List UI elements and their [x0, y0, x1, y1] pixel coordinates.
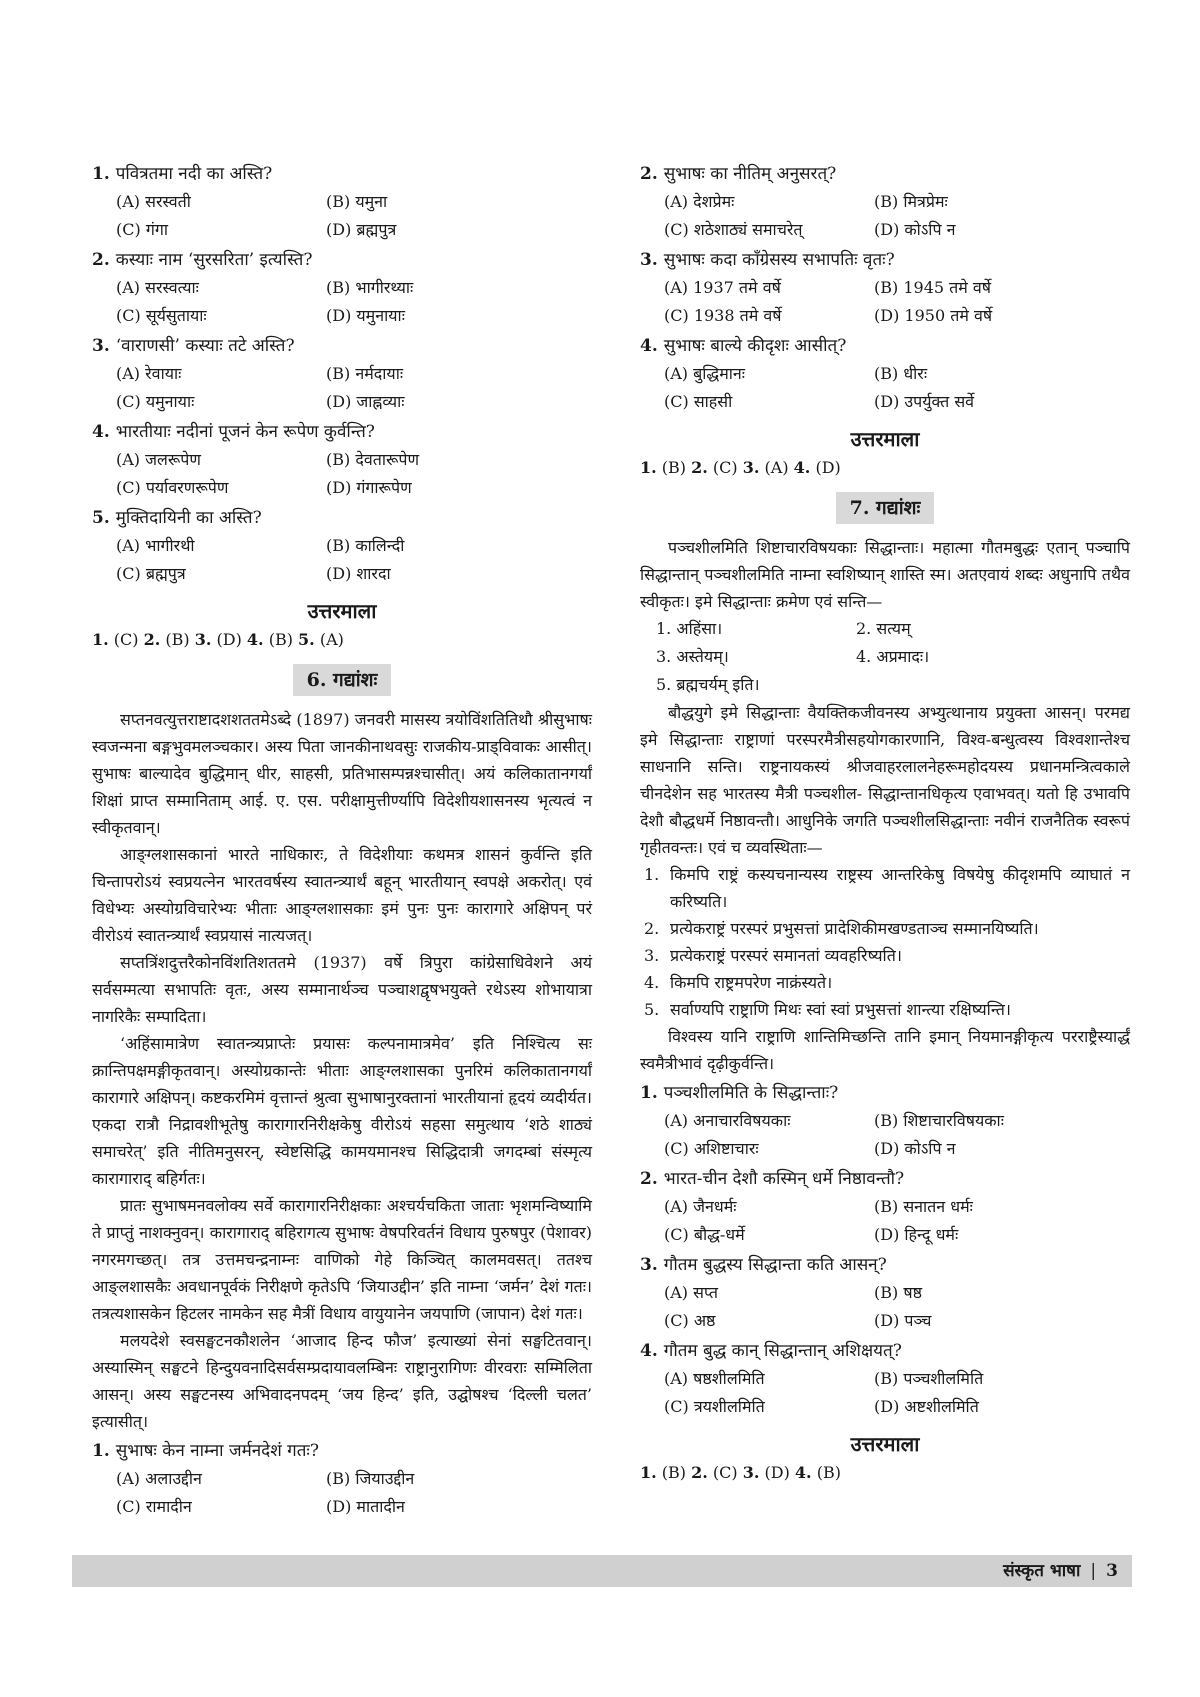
option: (C) अष्ठ	[664, 1311, 716, 1330]
question-list	[92, 160, 592, 588]
option: (A) भागीरथी	[116, 536, 195, 555]
option: (B) शिष्टाचारविषयकाः	[874, 1111, 1004, 1130]
answer-choice: (C)	[707, 1463, 743, 1482]
answer-choice: (B)	[656, 1463, 692, 1482]
question-text-line	[92, 418, 592, 446]
answer-choice: (B)	[811, 1463, 841, 1482]
page-number: 3	[1106, 1561, 1118, 1581]
answer-choice: (C)	[707, 458, 743, 477]
option: (B) देवतारूपेण	[326, 450, 420, 469]
option: (D) शारदा	[326, 564, 391, 583]
answer-key	[640, 1459, 1130, 1487]
rule-item	[640, 969, 1130, 996]
question	[640, 1337, 1130, 1421]
option: (B) भागीरथ्याः	[326, 278, 414, 297]
option: (C) 1938 तमे वर्षे	[664, 306, 782, 325]
question	[640, 1079, 1130, 1163]
option: (A) जैनधर्मः	[664, 1197, 737, 1216]
rule-text: प्रत्येकराष्ट्रं परस्परं प्रभुसत्तां प्रादेशिकीमखण्डताञ्च सम्मानयिष्यति।	[670, 919, 1039, 938]
question-text-line	[92, 504, 592, 532]
option: (A) बुद्धिमानः	[664, 364, 746, 383]
option: (D) 1950 तमे वर्षे	[874, 306, 993, 325]
answer-number: 1.	[640, 458, 657, 477]
option: (D) कोऽपि न	[874, 1139, 956, 1158]
option: (C) पर्यावरणरूपेण	[116, 478, 229, 497]
section-6-title: 6. गद्यांशः	[293, 664, 392, 696]
passage-paragraph: आङ्ग्लशासकानां भारते नाधिकारः, ते विदेशीयाः कथमत्र शासनं कुर्वन्ति इति चिन्तापरोऽयं स्वप्रयत्नेन भारतवर्षस्य स्वातन्त्र्यार्थं बहून् भारतीयान् स्वपक्षे अकरोत्। एवं विधेभ्यः अस्योग्रविचारेभ्यः भीताः आङ्ग्लशासकाः इमं पुनः पुनः कारागारे अक्षिपन् परं वीरोऽयं स्वातन्त्र्यार्थं स्वप्रयासं नात्यजत्।	[92, 845, 592, 945]
option-grid	[92, 446, 592, 502]
question	[640, 160, 1130, 244]
answer-number: 5.	[298, 630, 315, 649]
question-text: गौतम बुद्ध कान् सिद्धान्तान् अशिक्षयत्?	[663, 1341, 902, 1361]
passage-paragraph: बौद्धयुगे इमे सिद्धान्ताः वैयक्तिकजीवनस्य अभ्युत्थानाय प्रयुक्ता आसन्। परमद्य इमे सिद्धान्ताः राष्ट्राणां परस्परमैत्रीसहयोगकारणानि, विश्व-बन्धुत्वस्य विश्वशान्तेश्च साधनानि सन्ति। राष्ट्रनायकस्यं श्रीजवाहरलालनेहरूमहोदयस्य प्रधानमन्त्रित्वकाले चीनदेशेन सह भारतस्य मैत्री पञ्चशील- सिद्धान्तानधिकृत्य एवाभवत्। यतो हि उभावपि देशौ बौद्धधर्मे निष्ठावन्तौ। आधुनिके जगति पञ्चशीलसिद्धान्ताः नवीनं राजनैतिक स्वरूपं गृहीतवन्तः। एवं च व्यवस्थिताः—	[640, 703, 1130, 857]
answer-number: 4.	[246, 630, 264, 649]
section-7-title: 7. गद्यांशः	[836, 492, 935, 524]
answer-number: 2.	[143, 630, 161, 649]
question-number: 2.	[640, 164, 658, 184]
answer-key	[640, 454, 1130, 482]
passage-paragraph: विश्वस्य यानि राष्ट्राणि शान्तिमिच्छन्ति तानि इमान् नियमानङ्गीकृत्य परराष्ट्रैस्यार्द्धं स्वमैत्रीभावं दृढ़ीकुर्वन्ति।	[640, 1027, 1130, 1073]
option: (A) अनाचारविषयकाः	[664, 1111, 791, 1130]
option: (D) यमुनायाः	[326, 306, 405, 325]
question-text: मुक्तिदायिनी का अस्ति?	[115, 508, 262, 528]
passage-paragraph: पञ्चशीलमिति शिष्टाचारविषयकाः सिद्धान्ताः। महात्मा गौतमबुद्धः एतान् पञ्चापि सिद्धान्तान् पञ्चशीलमिति नाम्ना स्वशिष्यान् शास्ति स्म। अतएवायं शब्दः अधुनापि तथैव स्वीकृतः। इमे सिद्धान्ताः क्रमेण एवं सन्ति—	[640, 538, 1130, 611]
rule-item	[640, 915, 1130, 942]
question-number: 5.	[92, 508, 110, 528]
footer	[1003, 1558, 1118, 1584]
option-grid	[92, 188, 592, 244]
principle-item: 1. अहिंसा।	[656, 619, 723, 638]
answer-number: 4.	[794, 1463, 812, 1482]
question	[92, 160, 592, 244]
question-text-line	[92, 246, 592, 274]
section-heading	[640, 492, 1130, 524]
question-number: 3.	[640, 1255, 658, 1275]
option-grid	[640, 360, 1130, 416]
rule-number: 4.	[644, 973, 660, 992]
answer-choice: (A)	[759, 458, 794, 477]
question-number: 2.	[640, 1169, 658, 1189]
question-number: 3.	[92, 336, 110, 356]
option-grid	[92, 1465, 592, 1521]
option: (B) षष्ठ	[874, 1283, 923, 1302]
answer-number: 3.	[742, 458, 760, 477]
question	[92, 418, 592, 502]
option: (B) सनातन धर्मः	[874, 1197, 973, 1216]
question-number: 3.	[640, 250, 658, 270]
answer-choice: (B)	[656, 458, 692, 477]
answer-number: 3.	[742, 1463, 760, 1482]
option: (A) 1937 तमे वर्षे	[664, 278, 781, 297]
option: (B) 1945 तमे वर्षे	[874, 278, 992, 297]
option: (D) अष्टशीलमिति	[874, 1397, 979, 1416]
option-grid	[92, 274, 592, 330]
rule-item	[640, 942, 1130, 969]
answer-number: 2.	[691, 458, 708, 477]
question-number: 2.	[92, 250, 110, 270]
question-text: भारत-चीन देशौ कस्मिन् धर्मे निष्ठावन्तौ?	[663, 1169, 905, 1189]
option: (D) ब्रह्मपुत्र	[326, 220, 397, 239]
option-grid	[640, 1279, 1130, 1335]
question	[92, 1437, 592, 1521]
question	[92, 332, 592, 416]
footer-separator: |	[1090, 1561, 1097, 1581]
question-text: सुभाषः केन नाम्ना जर्मनदेशं गतः?	[115, 1441, 319, 1461]
question-text: पवित्रतमा नदी का अस्ति?	[115, 164, 273, 184]
question-number: 1.	[92, 164, 110, 184]
question-number: 4.	[640, 336, 658, 356]
question	[640, 1251, 1130, 1335]
question-text: सुभाषः का नीतिम् अनुसरत्?	[663, 164, 837, 184]
option-grid	[640, 1365, 1130, 1421]
rule-text: सर्वाण्यपि राष्ट्राणि मिथः स्वां स्वां प्रभुसत्तां शान्त्या रक्षिष्यन्ति।	[670, 1000, 1011, 1019]
question-text-line	[640, 1337, 1130, 1365]
principle-item: 3. अस्तेयम्।	[656, 647, 729, 666]
question-text-line	[92, 160, 592, 188]
option: (C) साहसी	[664, 392, 733, 411]
option: (A) जलरूपेण	[116, 450, 201, 469]
question-number: 1.	[640, 1083, 658, 1103]
passage	[92, 706, 592, 1435]
option: (A) रेवायाः	[116, 364, 182, 383]
question	[640, 1165, 1130, 1249]
option: (B) धीरः	[874, 364, 928, 383]
rule-number: 3.	[644, 946, 660, 965]
question-list	[92, 1437, 592, 1521]
question-text-line	[92, 332, 592, 360]
option: (D) पञ्च	[874, 1311, 932, 1330]
option: (B) पञ्चशीलमिति	[874, 1369, 984, 1388]
answer-choice: (D)	[810, 458, 841, 477]
answer-key-title: उत्तरमाला	[850, 1432, 920, 1456]
option-grid	[640, 1193, 1130, 1249]
rule-list	[640, 861, 1130, 1023]
option: (C) रामादीन	[116, 1497, 192, 1516]
option: (A) सप्त	[664, 1283, 718, 1302]
answer-number: 2.	[691, 1463, 708, 1482]
answer-key-title: उत्तरमाला	[850, 427, 920, 451]
option: (A) सरस्वत्याः	[116, 278, 199, 297]
principle-item: 4. अप्रमादः।	[856, 647, 930, 666]
answer-choice: (B)	[160, 630, 195, 649]
question-text: सुभाषः कदा काँग्रेसस्य सभापतिः वृतः?	[663, 250, 895, 270]
option: (A) अलाउद्दीन	[116, 1469, 202, 1488]
rule-number: 2.	[644, 919, 660, 938]
question-number: 4.	[92, 422, 110, 442]
option: (D) जाह्नव्याः	[326, 392, 405, 411]
left-column	[92, 158, 592, 1521]
question	[640, 332, 1130, 416]
option: (D) उपर्युक्त सर्वे	[874, 392, 975, 411]
principle-item: 5. ब्रह्मचर्यम् इति।	[656, 675, 760, 694]
passage-paragraph: ‘अहिंसामात्रेण स्वातन्त्र्यप्राप्तेः प्रयासः कल्पनामात्रमेव’ इति निश्चित्य सः क्रान्तिपक्षमङ्गीकृतवान्। अस्योग्रकान्तेः भीताः आङ्ग्लशासका पुनरिमं कलिकातानगर्यां कारागारे अक्षिपन्। कष्टकरमिमं वृत्तान्तं श्रुत्वा सुभाषानुरक्तानां भारतीयानां हृदयं व्यदीर्यत। एकदा रात्रौ निद्रावशीभूतेषु कारागारनिरीक्षकेषु वीरोऽयं सहसा समुत्थाय ‘शठे शाठ्यं समाचरेत्’ इति नीतिमनुसरन्, स्वेष्टसिद्धि कामयमानश्च सिद्धिदात्री जगदम्बां संस्मृत्य कारागाराद् बहिर्गतः।	[92, 1034, 592, 1188]
option: (C) बौद्ध-धर्मे	[664, 1225, 745, 1244]
question-text-line	[640, 1079, 1130, 1107]
question-text-line	[640, 1165, 1130, 1193]
rule-text: किमपि राष्ट्रं कस्यचनान्यस्य राष्ट्रस्य आन्तरिकेषु विषयेषु कीदृशमपि व्याघातं न करिष्यति।	[670, 865, 1130, 911]
rule-text: प्रत्येकराष्ट्रं परस्परं समानतां व्यवहरिष्यति।	[670, 946, 902, 965]
question	[640, 246, 1130, 330]
option-grid	[640, 1107, 1130, 1163]
answer-choice: (D)	[211, 630, 247, 649]
option: (B) नर्मदायाः	[326, 364, 404, 383]
option: (C) सूर्यसुतायाः	[116, 306, 207, 325]
passage-paragraph: मलयदेशे स्वसङ्घटनकौशलेन ‘आजाद हिन्द फौज’ इत्याख्यां सेनां सङ्घटितवान्। अस्यास्मिन् सङ्घटने हिन्दुयवनादिसर्वसम्प्रदायावलम्बिनः राष्ट्रानुरागिणः वीरवराः सम्मिलिता आसन्। अस्य सङ्घटनस्य अभिवादनपदम् ‘जय हिन्द’ इति, उद्घोषश्च ‘दिल्ली चलत’ इत्यासीत्।	[92, 1331, 592, 1431]
passage-paragraph: सप्तनवत्युत्तराष्टादशशततमेऽब्दे (1897) जनवरी मासस्य त्रयोविंशतितिथौ श्रीसुभाषः स्वजन्मना बङ्गभुवमलञ्चकार। अस्य पिता जानकीनाथवसुः राजकीय-प्राड्विवाकः आसीत्। सुभाषः बाल्यादेव बुद्धिमान् धीर, साहसी, प्रतिभासम्पन्नश्चासीत्। अयं कलिकातानगर्यां शिक्षां प्राप्त सम्मानिताम् आई. ए. एस. परीक्षामुत्तीर्ण्यापि विदेशीयशासनस्य भृत्यत्वं न स्वीकृतवान्।	[92, 710, 592, 837]
answer-number: 4.	[793, 458, 811, 477]
question-text-line	[92, 1437, 592, 1465]
question-text-line	[640, 246, 1130, 274]
rule-text: किमपि राष्ट्रमपरेण नाक्रंस्यते।	[670, 973, 833, 992]
answer-choice: (D)	[759, 1463, 795, 1482]
option: (B) यमुना	[326, 192, 388, 211]
option: (A) षष्ठशीलमिति	[664, 1369, 765, 1388]
option: (B) मित्रप्रेमः	[874, 192, 948, 211]
principle-item: 2. सत्यम्	[856, 619, 911, 638]
option: (C) त्रयशीलमिति	[664, 1397, 765, 1416]
option: (C) यमुनायाः	[116, 392, 195, 411]
option-grid	[640, 188, 1130, 244]
answer-number: 1.	[92, 630, 109, 649]
option: (B) कालिन्दी	[326, 536, 405, 555]
option: (A) सरस्वती	[116, 192, 191, 211]
footer-subject: संस्कृत भाषा	[1003, 1561, 1081, 1581]
option: (C) ब्रह्मपुत्र	[116, 564, 186, 583]
passage-paragraph: प्रातः सुभाषमनवलोक्य सर्वे कारागारनिरीक्षकाः अश्चर्यचकिता जाताः भृशमन्विष्यामि ते प्राप्तुं नाशक्नुवन्। कारागाराद् बहिरागत्य सुभाषः वेषपरिवर्तनं विधाय पुरुषपुर (पेशावर) नगरमगच्छत्। तत्र उत्तमचन्द्रनाम्नः वाणिको गेहे किञ्चित् कालमवसत्। ततश्च आङ्लशासकैः अवधानपूर्वकं निरीक्षणे कृतेऽपि ‘जियाउद्दीन’ इति नाम्ना ‘जर्मन’ देशं गतः। तत्रत्यशासकेन हिटलर नामकेन सह मैत्रीं विधाय वायुयानेन जयपाणि (जापान) देशं गतः।	[92, 1196, 592, 1323]
rule-number: 1.	[644, 865, 660, 884]
question-text: कस्याः नाम ‘सुरसरिता’ इत्यस्ति?	[115, 250, 313, 270]
answer-number: 3.	[194, 630, 212, 649]
option: (D) कोऽपि न	[874, 220, 956, 239]
question	[92, 246, 592, 330]
question-text: ‘वाराणसी’ कस्याः तटे अस्ति?	[115, 336, 295, 356]
option: (C) अशिष्टाचारः	[664, 1139, 759, 1158]
option: (C) शठेशाठ्यं समाचरेत्	[664, 220, 803, 239]
question-list	[640, 1079, 1130, 1421]
principle-list	[640, 615, 1130, 671]
rule-number: 5.	[644, 1000, 660, 1019]
option: (C) गंगा	[116, 220, 168, 239]
answer-choice: (C)	[108, 630, 144, 649]
option: (B) जियाउद्दीन	[326, 1469, 415, 1488]
option-grid	[92, 360, 592, 416]
question-number: 1.	[92, 1441, 110, 1461]
option-grid	[640, 274, 1130, 330]
option: (A) देशप्रेमः	[664, 192, 735, 211]
option: (D) गंगारूपेण	[326, 478, 412, 497]
option: (D) मातादीन	[326, 1497, 405, 1516]
question-text: गौतम बुद्धस्य सिद्धान्ता कति आसन्?	[663, 1255, 887, 1275]
answer-key	[92, 626, 592, 654]
rule-item	[640, 861, 1130, 915]
question	[92, 504, 592, 588]
passage-paragraph: सप्तत्रिंशदुत्तरैकोनविंशतिशततमे (1937) वर्षे त्रिपुरा कांग्रेसाधिवेशने अयं सर्वसम्मत्या सभापतिः वृतः, अस्य सम्मानार्थञ्च पञ्चाशद्वृषभयुक्ते रथेऽस्य शोभायात्रा नागरिकैः सम्पादिता।	[92, 953, 592, 1026]
question-text: सुभाषः बाल्ये कीदृशः आसीत्?	[663, 336, 847, 356]
question-text: भारतीयाः नदीनां पूजनं केन रूपेण कुर्वन्ति?	[115, 422, 375, 442]
option: (D) हिन्दू धर्मः	[874, 1225, 959, 1244]
question-text: पञ्चशीलमिति के सिद्धान्ताः?	[663, 1083, 839, 1103]
question-list	[640, 160, 1130, 416]
section-heading	[92, 664, 592, 696]
question-number: 4.	[640, 1341, 658, 1361]
question-text-line	[640, 1251, 1130, 1279]
footer-bar	[72, 1555, 1132, 1587]
right-column	[640, 158, 1130, 1487]
answer-choice: (B)	[263, 630, 299, 649]
answer-choice: (A)	[314, 630, 344, 649]
option-grid	[92, 532, 592, 588]
question-text-line	[640, 332, 1130, 360]
question-text-line	[640, 160, 1130, 188]
rule-item	[640, 996, 1130, 1023]
answer-number: 1.	[640, 1463, 657, 1482]
answer-key-title: उत्तरमाला	[307, 599, 377, 623]
